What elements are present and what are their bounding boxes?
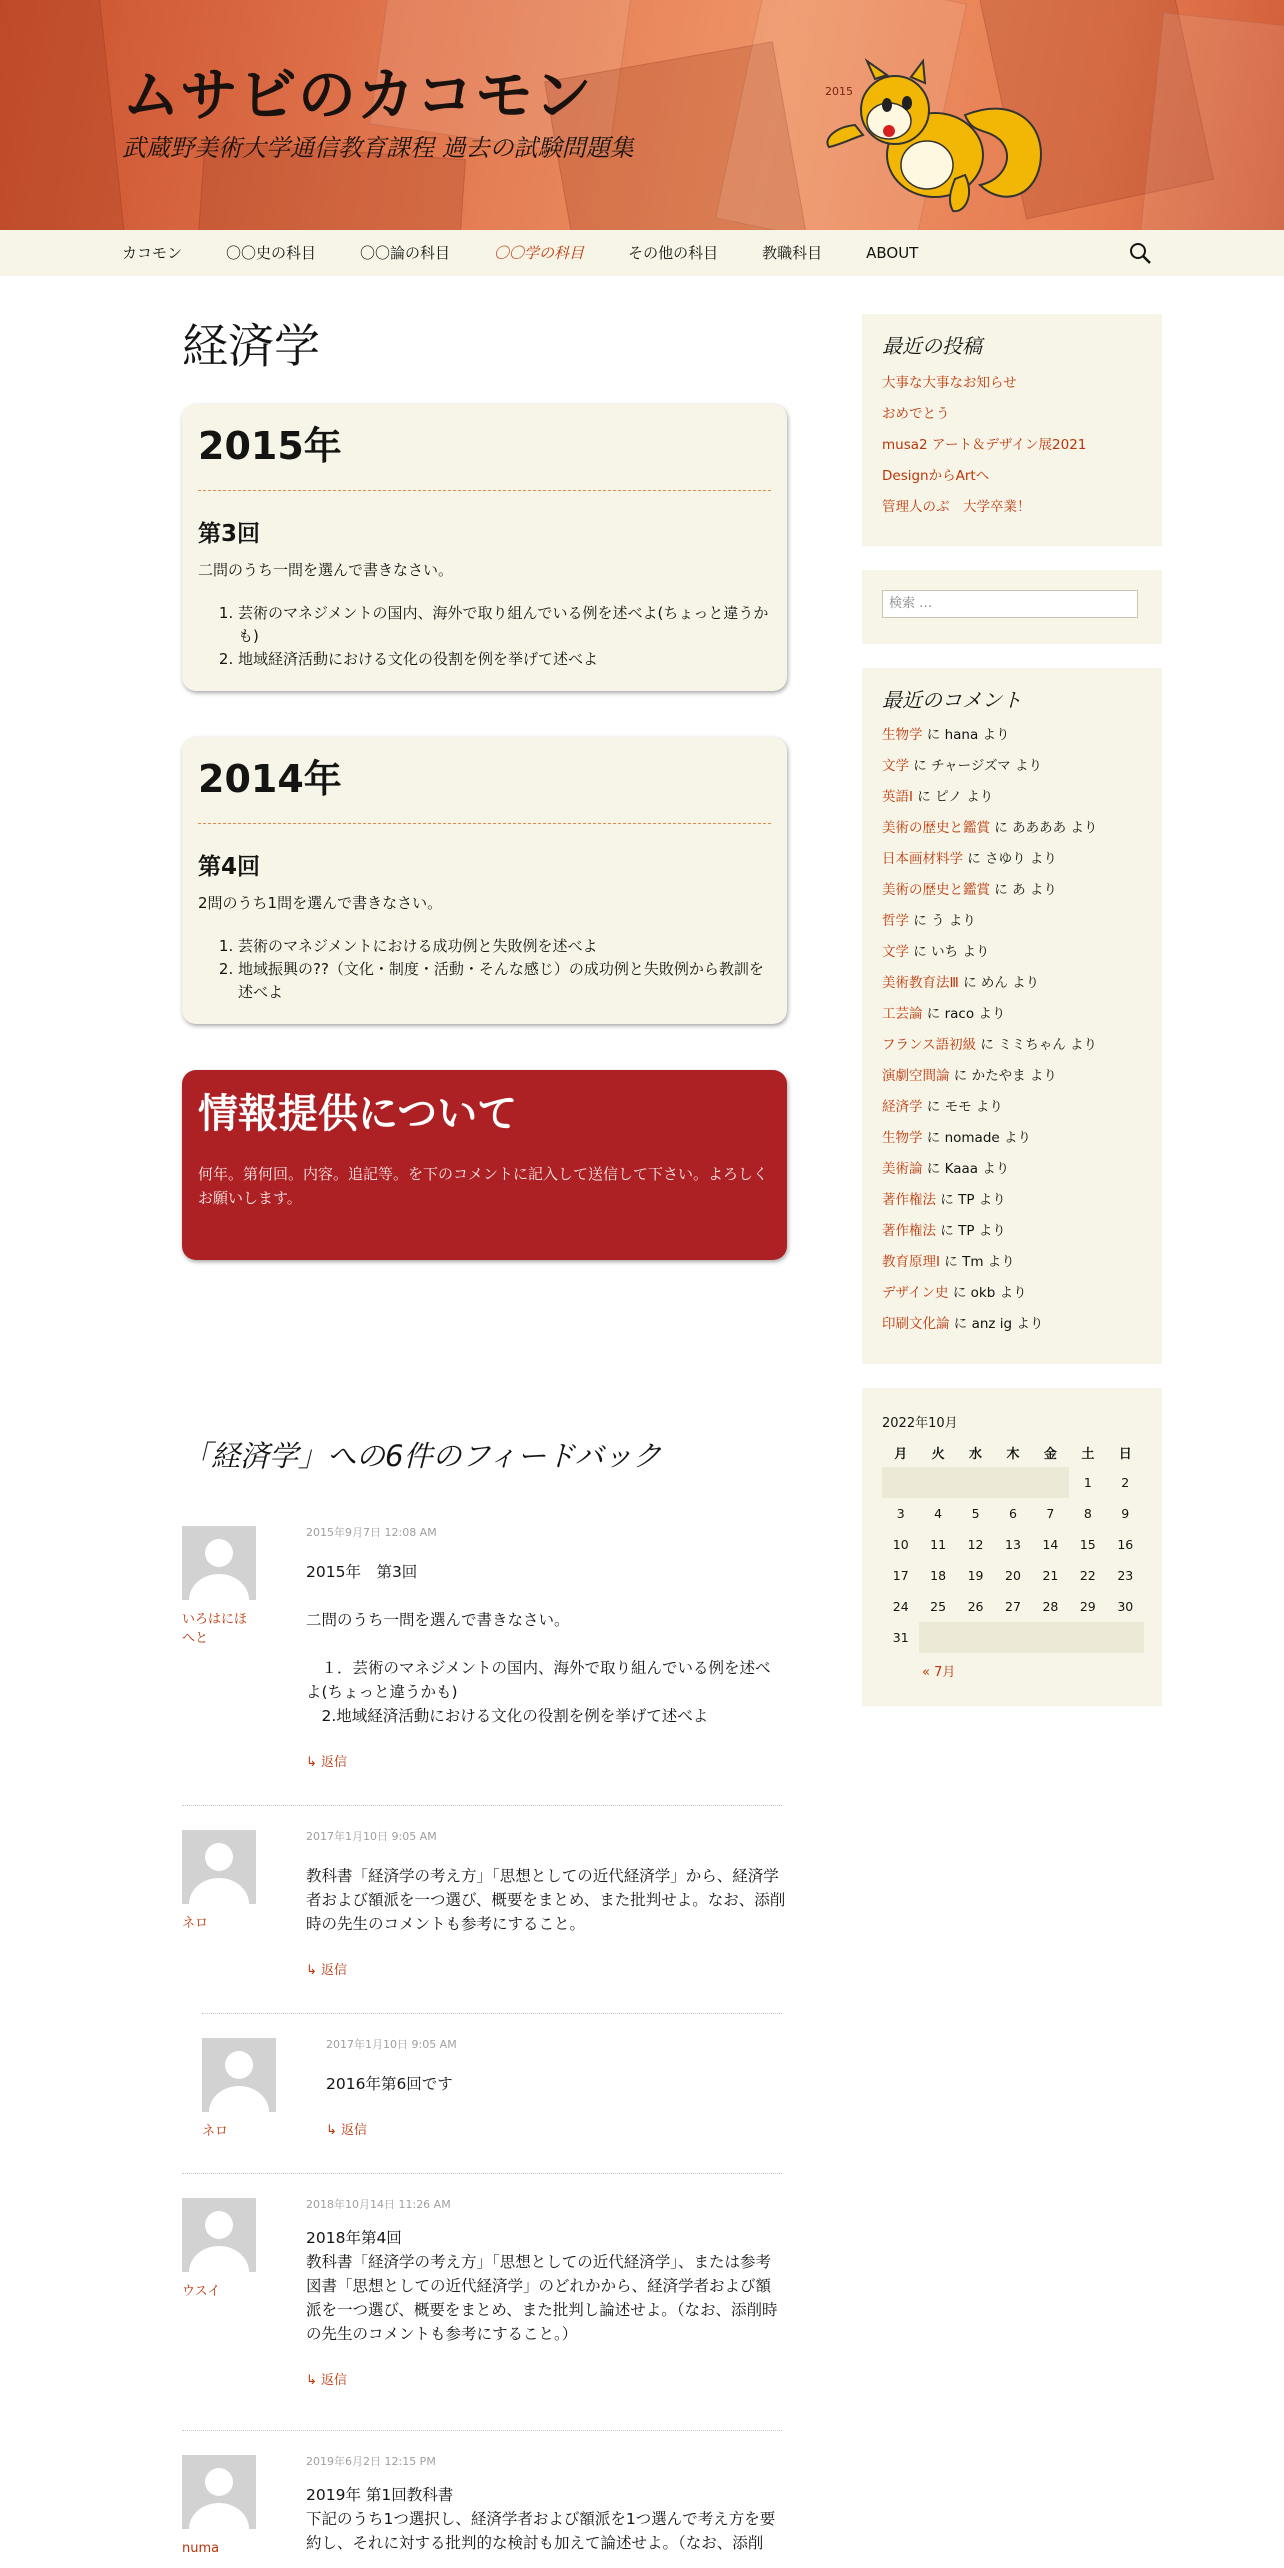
recent-comment-post-link[interactable]: 英語Ⅰ [882, 789, 913, 805]
recent-comment-author: に Kaaa より [922, 1161, 1010, 1177]
recent-comment-item [882, 1123, 1142, 1154]
widget-title: 最近の投稿 [882, 334, 982, 358]
calendar-week [882, 1529, 1144, 1560]
calendar-empty-day [994, 1622, 1031, 1653]
nav-item-other-subjects[interactable]: その他の科目 [628, 244, 719, 262]
reply-arrow-icon: ↳ [326, 2123, 342, 2138]
calendar-week [882, 1560, 1144, 1591]
nav-item-theory-subjects[interactable]: 〇〇論の科目 [360, 244, 451, 262]
calendar-day: 28 [1042, 1599, 1059, 1614]
recent-comment-author: に モモ より [922, 1099, 1003, 1115]
calendar-day: 24 [892, 1599, 909, 1614]
recent-comment-item [882, 1154, 1142, 1185]
reply-link[interactable] [306, 1754, 786, 1772]
avatar [182, 2455, 256, 2529]
calendar-day: 15 [1079, 1537, 1096, 1552]
widget-recent-posts [862, 314, 1162, 546]
calendar-empty-day [919, 1622, 956, 1653]
site-title[interactable]: ムサビのカコモン [122, 61, 593, 129]
exam-questions [198, 602, 771, 671]
exam-round: 第3回 [198, 521, 261, 547]
recent-comment-author: に TP より [936, 1192, 1006, 1208]
calendar-day: 19 [967, 1568, 984, 1583]
recent-post-link[interactable]: musa2 アート＆デザイン展2021 [882, 437, 1087, 453]
calendar-day: 30 [1117, 1599, 1134, 1614]
calendar-week [882, 1622, 1144, 1653]
svg-text:2015: 2015 [825, 85, 853, 98]
nav-item-teaching-subjects[interactable]: 教職科目 [762, 244, 823, 262]
sidebar-search-input[interactable]: 検索 … [882, 590, 1138, 618]
main-navigation [0, 230, 1284, 276]
recent-post-link[interactable]: 大事な大事なお知らせ [882, 375, 1017, 391]
calendar-week [882, 1591, 1144, 1622]
calendar-day: 29 [1079, 1599, 1096, 1614]
recent-comment-author: に ああああ より [990, 820, 1098, 836]
calendar-weekday: 土 [1081, 1446, 1095, 1462]
calendar-day: 16 [1117, 1537, 1134, 1552]
recent-comment-post-link[interactable]: 工芸論 [882, 1006, 923, 1022]
recent-comment-post-link[interactable]: 美術論 [882, 1161, 923, 1177]
avatar [182, 1830, 256, 1904]
comment-separator [182, 2173, 782, 2174]
calendar-day: 17 [892, 1568, 909, 1583]
calendar-day: 25 [930, 1599, 947, 1614]
calendar-day: 31 [892, 1630, 909, 1645]
avatar [182, 2198, 256, 2272]
recent-comment-item [882, 999, 1142, 1030]
reply-label: 返信 [321, 1963, 348, 1978]
exam-intro: 2問のうち1問を選んで書きなさい。 [198, 894, 443, 912]
recent-comment-author: に チャージズマ より [909, 758, 1043, 774]
exam-question: 2. 地域経済活動における文化の役割を例を挙げて述べよ [238, 648, 771, 671]
reply-arrow-icon: ↳ [306, 2373, 322, 2388]
recent-comment-author: に okb より [948, 1285, 1027, 1301]
recent-comment-author: に いち より [909, 944, 990, 960]
recent-comment-item [882, 813, 1142, 844]
comment-text: 2018年第4回 教科書「経済学の考え方」「思想としての近代経済学」、または参考図書「思想としての近代経済学」のどれかから、経済学者および額派を一つ選び、概要をまとめ、また批判し論述せよ。（なお、添削時の先生のコメントも参考にすること。） [306, 2229, 778, 2343]
recent-comment-author: に あ より [990, 882, 1057, 898]
info-text: 何年。第何回。内容。追記等。を下のコメントに記入して送信して下さい。よろしくお願いします。 [198, 1165, 769, 1207]
info-title: 情報提供について [198, 1091, 518, 1137]
exam-intro: 二問のうち一問を選んで書きなさい。 [198, 561, 454, 579]
reply-label: 返信 [321, 2373, 348, 2388]
recent-comment-post-link[interactable]: フランス語初級 [882, 1037, 977, 1053]
header-magazine [0, 0, 125, 230]
recent-comment-author: に Tm より [939, 1254, 1015, 1270]
recent-comment-item [882, 1309, 1142, 1340]
search-icon[interactable] [1128, 241, 1152, 265]
recent-comment-post-link[interactable]: 教育原理Ⅰ [882, 1254, 940, 1270]
comment-date[interactable]: 2018年10月14日 11:26 AM [306, 2198, 451, 2211]
recent-comment-post-link[interactable]: 演劇空間論 [882, 1068, 950, 1084]
comment-author[interactable]: いろはにほへと [182, 1612, 248, 1646]
nav-item-history-subjects[interactable]: 〇〇史の科目 [226, 244, 317, 262]
comment-author[interactable]: numa [182, 2541, 220, 2556]
page-title: 経済学 [182, 319, 320, 373]
recent-comment-post-link[interactable]: 哲学 [882, 913, 909, 929]
recent-comment-item [882, 1247, 1142, 1278]
calendar-week [882, 1498, 1144, 1529]
calendar-day: 2 [1121, 1475, 1130, 1490]
calendar-day: 27 [1005, 1599, 1021, 1614]
calendar-weekday: 火 [931, 1446, 945, 1462]
recent-comment-author: に anz ig より [949, 1316, 1044, 1332]
recent-comment-author: に ピノ より [912, 789, 994, 805]
reply-link[interactable] [306, 2372, 786, 2390]
calendar-day: 3 [896, 1506, 905, 1521]
calendar-prev-link[interactable]: « 7月 [922, 1665, 956, 1680]
avatar [182, 1526, 256, 1600]
calendar-day: 20 [1005, 1568, 1021, 1583]
recent-comment-post-link[interactable]: 著作権法 [882, 1192, 936, 1208]
recent-comment-item [882, 1278, 1142, 1309]
comment-separator [202, 2013, 782, 2014]
avatar [202, 2038, 276, 2112]
comment-author[interactable]: ネロ [182, 1916, 209, 1931]
comment-text: 2016年第6回です [326, 2075, 453, 2093]
site-description: 武蔵野美術大学通信教育課程 過去の試験問題集 [122, 134, 634, 162]
calendar-empty-day [1032, 1467, 1069, 1498]
calendar-table [882, 1437, 1144, 1653]
comment-author[interactable]: ウスイ [182, 2284, 221, 2299]
comment-text: 2015年 第3回 二問のうち一問を選んで書きなさい。 １．芸術のマネジメントの国内、海外で取り組んでいる例を述べよ(ちょっと違うかも) 2.地域経済活動における文化の役割を例を挙げて述べよ [306, 1563, 771, 1725]
nav-item-kakomon[interactable]: カコモン [122, 244, 183, 262]
calendar-day: 1 [1083, 1475, 1092, 1490]
recent-comment-item [882, 875, 1142, 906]
recent-comment-item [882, 968, 1142, 999]
comment-text: 教科書「経済学の考え方」「思想としての近代経済学」から、経済学者および額派を一つ選び、概要をまとめ、また批判せよ。なお、添削時の先生のコメントも参考にすること。 [306, 1867, 786, 1933]
recent-comment-post-link[interactable]: 文学 [882, 758, 909, 774]
calendar-weekday: 日 [1118, 1446, 1132, 1462]
mascot-squirrel-icon [815, 55, 1045, 225]
calendar-day: 13 [1005, 1537, 1021, 1552]
calendar-day: 12 [967, 1537, 984, 1552]
calendar-empty-day [994, 1467, 1031, 1498]
calendar-caption: 2022年10月 [882, 1416, 958, 1431]
recent-comment-author: に raco より [922, 1006, 1006, 1022]
info-notice [182, 1070, 787, 1260]
calendar-empty-day [957, 1622, 994, 1653]
calendar-weekday: 水 [969, 1446, 983, 1462]
recent-comment-post-link[interactable]: 日本画材料学 [882, 851, 963, 867]
calendar-day: 22 [1079, 1568, 1096, 1583]
calendar-day: 18 [930, 1568, 947, 1583]
calendar-day: 11 [930, 1537, 947, 1552]
calendar-weekday: 木 [1006, 1446, 1020, 1462]
calendar-day: 4 [934, 1506, 943, 1521]
recent-comment-author: に hana より [922, 727, 1010, 743]
divider [198, 490, 771, 491]
calendar-day: 6 [1009, 1506, 1017, 1521]
recent-comment-post-link[interactable]: 生物学 [882, 727, 923, 743]
comment-separator [182, 1805, 782, 1806]
recent-comment-item [882, 1061, 1142, 1092]
recent-comment-post-link[interactable]: 印刷文化論 [882, 1316, 950, 1332]
recent-comment-post-link[interactable]: 生物学 [882, 1130, 923, 1146]
recent-comment-author: に さゆり より [963, 851, 1057, 867]
recent-comment-author: に かたやま より [949, 1068, 1057, 1084]
exam-question: 1. 芸術のマネジメントの国内、海外で取り組んでいる例を述べよ(ちょっと違うかも) [238, 602, 771, 648]
header-magazine [1138, 12, 1284, 230]
comments-title: 「経済学」への6件のフィードバック [182, 1439, 662, 1473]
widget-title: 最近のコメント [882, 688, 1022, 712]
recent-comment-post-link[interactable]: 文学 [882, 944, 909, 960]
comment-author[interactable]: ネロ [202, 2124, 229, 2139]
exam-year: 2015年 [198, 424, 342, 468]
recent-comment-author: に ミミちゃん より [976, 1037, 1097, 1053]
reply-link[interactable] [326, 2122, 786, 2140]
calendar-empty-day [882, 1467, 919, 1498]
exam-year: 2014年 [198, 757, 342, 801]
recent-comment-author: に nomade より [922, 1130, 1031, 1146]
exam-card-2014 [182, 737, 787, 1024]
reply-link[interactable] [306, 1962, 786, 1980]
recent-post-link[interactable]: 管理人のぶ 大学卒業！ [882, 499, 1031, 515]
comment-text: 2019年 第1回教科書 下記のうち1つ選択し、経済学者および額派を1つ選んで考え方を要約し、それに対する批判的な検討も加えて論述せよ。（なお、添削 [306, 2486, 776, 2552]
exam-question: 2. 地域振興の??（文化・制度・活動・そんな感じ）の成功例と失敗例から教訓を述べよ [238, 958, 771, 1004]
exam-question: 1. 芸術のマネジメントにおける成功例と失敗例を述べよ [238, 935, 771, 958]
recent-comment-post-link[interactable]: 著作権法 [882, 1223, 936, 1239]
comment-separator [182, 2430, 782, 2431]
recent-comment-item [882, 844, 1142, 875]
recent-comment-post-link[interactable]: 経済学 [882, 1099, 923, 1115]
recent-post-link[interactable]: おめでとう [882, 406, 950, 422]
comment-date[interactable]: 2015年9月7日 12:08 AM [306, 1526, 437, 1539]
widget-calendar [862, 1388, 1162, 1706]
recent-comment-item [882, 720, 1142, 751]
calendar-weekday: 金 [1043, 1446, 1057, 1462]
recent-comment-author: に う より [909, 913, 976, 929]
recent-post-link[interactable]: DesignからArtへ [882, 468, 990, 484]
calendar-weekday: 月 [894, 1446, 908, 1462]
calendar-week [882, 1467, 1144, 1498]
calendar-empty-day [1107, 1622, 1144, 1653]
nav-item-studies-subjects[interactable]: 〇〇学の科目 [494, 244, 585, 262]
calendar-empty-day [919, 1467, 956, 1498]
comment-date[interactable]: 2017年1月10日 9:05 AM [326, 2038, 457, 2051]
exam-card-2015 [182, 404, 787, 691]
recent-comment-item [882, 1030, 1142, 1061]
reply-arrow-icon: ↳ [306, 1963, 322, 1978]
calendar-day: 7 [1046, 1506, 1055, 1521]
calendar-day: 14 [1042, 1537, 1059, 1552]
recent-comment-item [882, 906, 1142, 937]
calendar-empty-day [1069, 1622, 1106, 1653]
calendar-day: 8 [1083, 1506, 1092, 1521]
calendar-day: 26 [967, 1599, 984, 1614]
calendar-day: 5 [971, 1506, 980, 1521]
calendar-day: 9 [1121, 1506, 1130, 1521]
comment-date[interactable]: 2017年1月10日 9:05 AM [306, 1830, 437, 1843]
recent-comment-item [882, 1092, 1142, 1123]
recent-comment-post-link[interactable]: デザイン史 [882, 1285, 949, 1301]
calendar-empty-day [1032, 1622, 1069, 1653]
recent-comment-author: に TP より [936, 1223, 1006, 1239]
recent-comment-item [882, 782, 1142, 813]
divider [198, 823, 771, 824]
recent-comment-item [882, 937, 1142, 968]
exam-questions [198, 935, 771, 1004]
calendar-day: 21 [1042, 1568, 1059, 1583]
recent-comment-post-link[interactable]: 美術の歴史と鑑賞 [882, 820, 990, 836]
comment-date[interactable]: 2019年6月2日 12:15 PM [306, 2455, 436, 2468]
recent-comment-item [882, 1216, 1142, 1247]
exam-round: 第4回 [198, 854, 261, 880]
widget-recent-comments [862, 668, 1162, 1364]
nav-item-about[interactable]: ABOUT [866, 244, 919, 262]
reply-label: 返信 [321, 1755, 348, 1770]
widget-search [862, 570, 1162, 644]
reply-arrow-icon: ↳ [306, 1755, 322, 1770]
recent-comment-item [882, 751, 1142, 782]
reply-label: 返信 [341, 2123, 368, 2138]
recent-comment-post-link[interactable]: 美術教育法Ⅲ [882, 975, 959, 991]
main-content [182, 310, 787, 1260]
site-header [0, 0, 1284, 230]
recent-comment-author: に めん より [958, 975, 1040, 991]
recent-comment-post-link[interactable]: 美術の歴史と鑑賞 [882, 882, 990, 898]
calendar-day: 10 [892, 1537, 909, 1552]
calendar-empty-day [957, 1467, 994, 1498]
calendar-day: 23 [1117, 1568, 1134, 1583]
recent-comment-item [882, 1185, 1142, 1216]
